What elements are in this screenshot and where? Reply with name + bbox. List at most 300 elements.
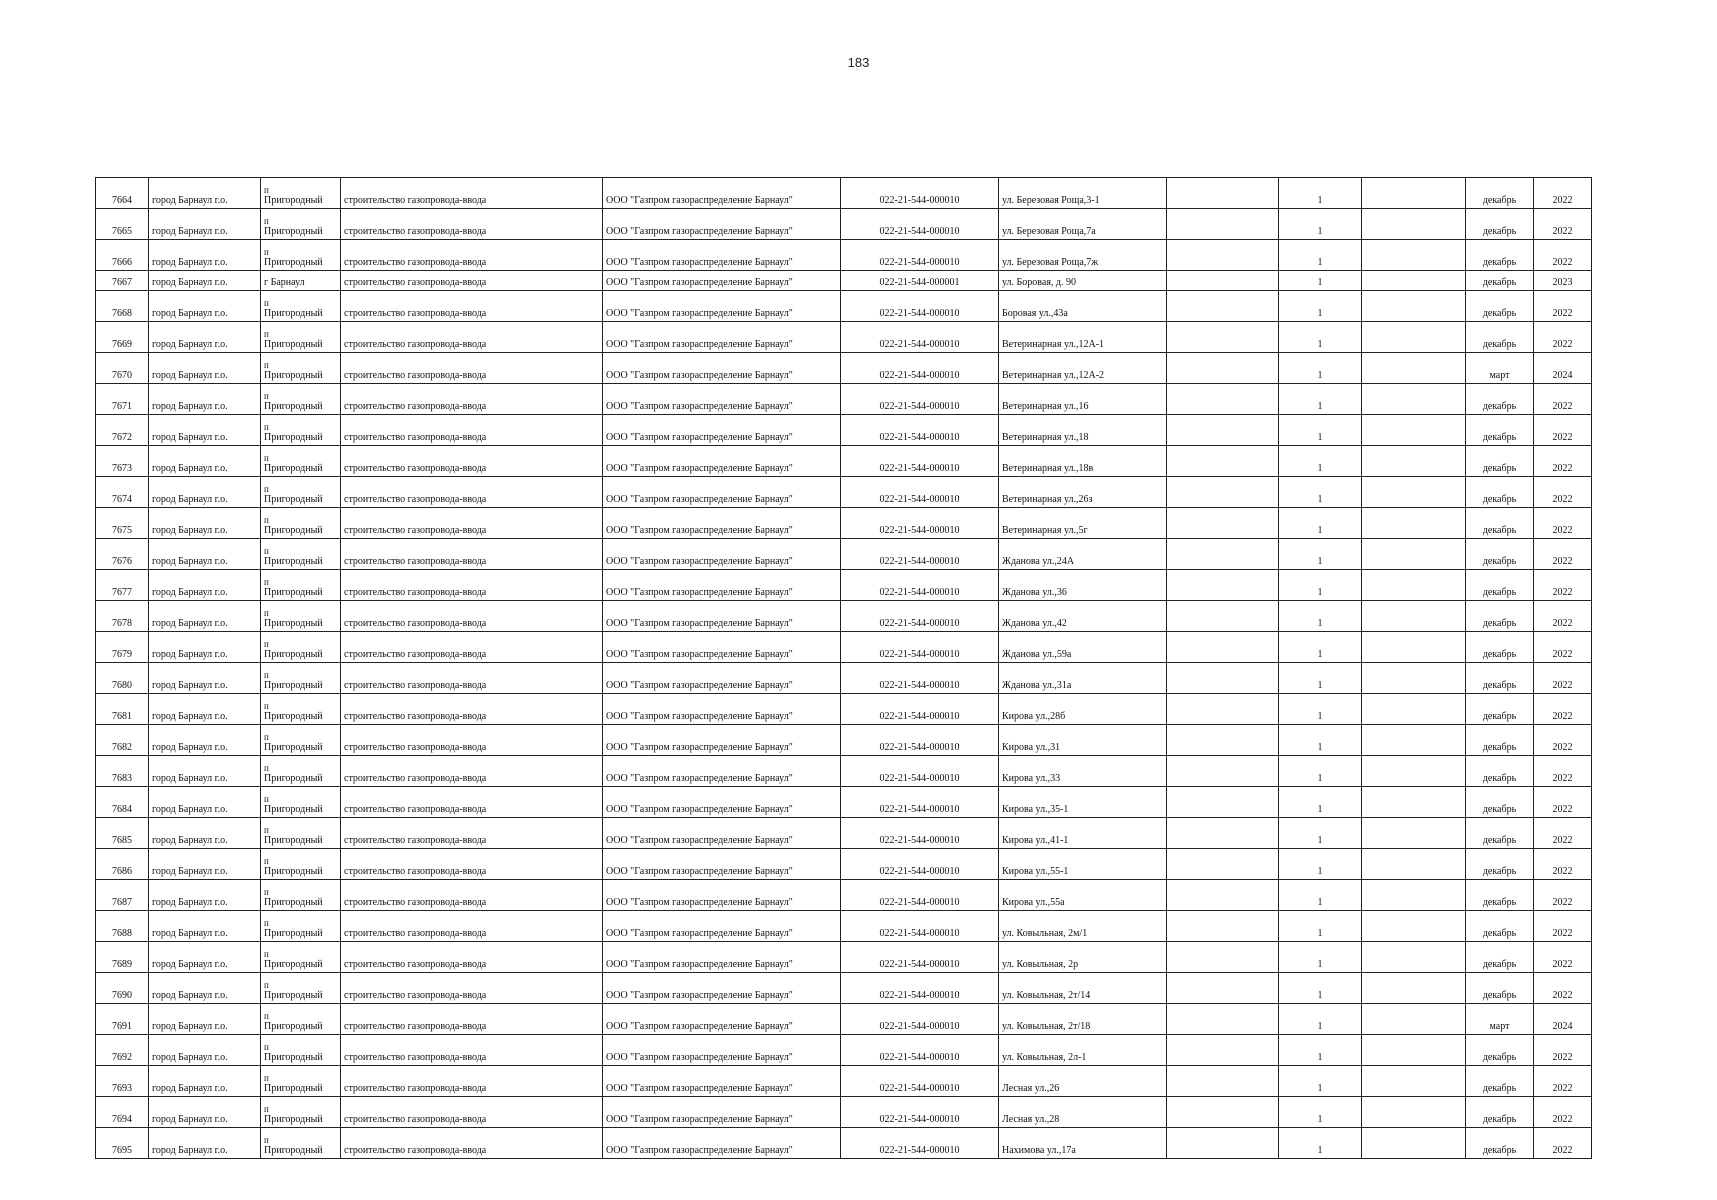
work-type-cell: строительство газопровода-ввода: [341, 911, 603, 942]
locality-cell: [261, 725, 341, 756]
table-row: [96, 508, 1592, 539]
year-cell: 2022: [1534, 240, 1592, 271]
organization-cell: ООО "Газпром газораспределение Барнаул": [603, 942, 841, 973]
blank-cell: [1362, 209, 1466, 240]
row-number: 7673: [96, 446, 149, 477]
blank-cell: [1362, 942, 1466, 973]
object-code-cell: 022-21-544-000010: [841, 756, 999, 787]
locality-cell: [261, 849, 341, 880]
blank-cell: [1167, 209, 1279, 240]
row-number: 7675: [96, 508, 149, 539]
quantity-cell: 1: [1279, 539, 1362, 570]
organization-cell: ООО "Газпром газораспределение Барнаул": [603, 446, 841, 477]
year-cell: 2022: [1534, 942, 1592, 973]
table-row: [96, 446, 1592, 477]
year-cell: 2022: [1534, 694, 1592, 725]
blank-cell: [1167, 911, 1279, 942]
organization-cell: ООО "Газпром газораспределение Барнаул": [603, 725, 841, 756]
municipality-cell: город Барнаул г.о.: [149, 415, 261, 446]
quantity-cell: 1: [1279, 632, 1362, 663]
blank-cell: [1362, 1097, 1466, 1128]
locality-prefix: п: [264, 1073, 269, 1083]
locality-cell: [261, 384, 341, 415]
table-row: [96, 756, 1592, 787]
table-row: [96, 973, 1592, 1004]
locality-prefix: п: [264, 185, 269, 195]
row-number: 7667: [96, 271, 149, 291]
locality-name: Пригородный: [264, 959, 323, 970]
blank-cell: [1362, 849, 1466, 880]
address-cell: Жданова ул.,24А: [999, 539, 1167, 570]
locality-cell: [261, 787, 341, 818]
blank-cell: [1167, 446, 1279, 477]
blank-cell: [1167, 384, 1279, 415]
work-type-cell: строительство газопровода-ввода: [341, 725, 603, 756]
month-cell: декабрь: [1466, 508, 1534, 539]
organization-cell: ООО "Газпром газораспределение Барнаул": [603, 880, 841, 911]
blank-cell: [1362, 818, 1466, 849]
organization-cell: ООО "Газпром газораспределение Барнаул": [603, 1128, 841, 1159]
municipality-cell: город Барнаул г.о.: [149, 539, 261, 570]
register-table: [95, 177, 1592, 1159]
month-cell: декабрь: [1466, 384, 1534, 415]
municipality-cell: город Барнаул г.о.: [149, 384, 261, 415]
work-type-cell: строительство газопровода-ввода: [341, 1066, 603, 1097]
quantity-cell: 1: [1279, 322, 1362, 353]
work-type-cell: строительство газопровода-ввода: [341, 1097, 603, 1128]
quantity-cell: 1: [1279, 1128, 1362, 1159]
table-row: [96, 787, 1592, 818]
locality-prefix: п: [264, 701, 269, 711]
blank-cell: [1167, 539, 1279, 570]
table-row: [96, 271, 1592, 291]
table-row: [96, 818, 1592, 849]
table-row: [96, 570, 1592, 601]
month-cell: декабрь: [1466, 756, 1534, 787]
object-code-cell: 022-21-544-000010: [841, 1128, 999, 1159]
year-cell: 2024: [1534, 1004, 1592, 1035]
municipality-cell: город Барнаул г.о.: [149, 818, 261, 849]
blank-cell: [1167, 1128, 1279, 1159]
row-number: 7664: [96, 178, 149, 209]
quantity-cell: 1: [1279, 353, 1362, 384]
row-number: 7681: [96, 694, 149, 725]
locality-name: Пригородный: [264, 339, 323, 350]
locality-name: Пригородный: [264, 1083, 323, 1094]
locality-prefix: п: [264, 422, 269, 432]
work-type-cell: строительство газопровода-ввода: [341, 508, 603, 539]
locality-prefix: п: [264, 980, 269, 990]
locality-name: Пригородный: [264, 494, 323, 505]
object-code-cell: 022-21-544-000010: [841, 911, 999, 942]
organization-cell: ООО "Газпром газораспределение Барнаул": [603, 1097, 841, 1128]
row-number: 7670: [96, 353, 149, 384]
locality-cell: [261, 632, 341, 663]
organization-cell: ООО "Газпром газораспределение Барнаул": [603, 663, 841, 694]
locality-name: Пригородный: [264, 680, 323, 691]
object-code-cell: 022-21-544-000010: [841, 446, 999, 477]
address-cell: Ветеринарная ул.,26з: [999, 477, 1167, 508]
locality-cell: [261, 818, 341, 849]
table-row: [96, 1097, 1592, 1128]
municipality-cell: город Барнаул г.о.: [149, 1066, 261, 1097]
address-cell: Жданова ул.,42: [999, 601, 1167, 632]
object-code-cell: 022-21-544-000010: [841, 787, 999, 818]
table-row: [96, 353, 1592, 384]
row-number: 7688: [96, 911, 149, 942]
organization-cell: ООО "Газпром газораспределение Барнаул": [603, 911, 841, 942]
month-cell: декабрь: [1466, 880, 1534, 911]
locality-name: Пригородный: [264, 742, 323, 753]
month-cell: декабрь: [1466, 1066, 1534, 1097]
object-code-cell: 022-21-544-000010: [841, 240, 999, 271]
quantity-cell: 1: [1279, 1004, 1362, 1035]
municipality-cell: город Барнаул г.о.: [149, 663, 261, 694]
locality-cell: [261, 539, 341, 570]
row-number: 7679: [96, 632, 149, 663]
object-code-cell: 022-21-544-000010: [841, 818, 999, 849]
object-code-cell: 022-21-544-000010: [841, 322, 999, 353]
table-row: [96, 632, 1592, 663]
work-type-cell: строительство газопровода-ввода: [341, 209, 603, 240]
work-type-cell: строительство газопровода-ввода: [341, 787, 603, 818]
work-type-cell: строительство газопровода-ввода: [341, 384, 603, 415]
blank-cell: [1362, 1066, 1466, 1097]
month-cell: декабрь: [1466, 291, 1534, 322]
municipality-cell: город Барнаул г.о.: [149, 1035, 261, 1066]
address-cell: ул. Ковыльная, 2т/18: [999, 1004, 1167, 1035]
quantity-cell: 1: [1279, 271, 1362, 291]
locality-cell: [261, 353, 341, 384]
locality-name: Пригородный: [264, 835, 323, 846]
locality-name: Пригородный: [264, 1021, 323, 1032]
blank-cell: [1362, 477, 1466, 508]
quantity-cell: 1: [1279, 415, 1362, 446]
quantity-cell: 1: [1279, 663, 1362, 694]
locality-cell: [261, 942, 341, 973]
locality-prefix: п: [264, 484, 269, 494]
locality-name: Пригородный: [264, 525, 323, 536]
locality-prefix: п: [264, 918, 269, 928]
locality-prefix: п: [264, 577, 269, 587]
object-code-cell: 022-21-544-000010: [841, 880, 999, 911]
locality-cell: [261, 291, 341, 322]
blank-cell: [1362, 787, 1466, 818]
municipality-cell: город Барнаул г.о.: [149, 694, 261, 725]
organization-cell: ООО "Газпром газораспределение Барнаул": [603, 415, 841, 446]
year-cell: 2022: [1534, 508, 1592, 539]
locality-prefix: п: [264, 247, 269, 257]
address-cell: Кирова ул.,41-1: [999, 818, 1167, 849]
organization-cell: ООО "Газпром газораспределение Барнаул": [603, 477, 841, 508]
locality-prefix: п: [264, 639, 269, 649]
year-cell: 2022: [1534, 209, 1592, 240]
work-type-cell: строительство газопровода-ввода: [341, 756, 603, 787]
locality-prefix: п: [264, 1135, 269, 1145]
object-code-cell: 022-21-544-000010: [841, 849, 999, 880]
table-row: [96, 725, 1592, 756]
locality-prefix: п: [264, 1104, 269, 1114]
blank-cell: [1362, 1035, 1466, 1066]
table-row: [96, 601, 1592, 632]
quantity-cell: 1: [1279, 178, 1362, 209]
locality-cell: [261, 756, 341, 787]
locality-name: Пригородный: [264, 370, 323, 381]
address-cell: Кирова ул.,35-1: [999, 787, 1167, 818]
municipality-cell: город Барнаул г.о.: [149, 911, 261, 942]
quantity-cell: 1: [1279, 240, 1362, 271]
blank-cell: [1362, 601, 1466, 632]
municipality-cell: город Барнаул г.о.: [149, 240, 261, 271]
page-number: 183: [847, 55, 870, 70]
locality-prefix: п: [264, 1042, 269, 1052]
locality-name: Пригородный: [264, 804, 323, 815]
quantity-cell: 1: [1279, 973, 1362, 1004]
municipality-cell: город Барнаул г.о.: [149, 178, 261, 209]
locality-name: Пригородный: [264, 649, 323, 660]
blank-cell: [1362, 756, 1466, 787]
month-cell: декабрь: [1466, 570, 1534, 601]
blank-cell: [1362, 271, 1466, 291]
year-cell: 2022: [1534, 1097, 1592, 1128]
work-type-cell: строительство газопровода-ввода: [341, 353, 603, 384]
row-number: 7684: [96, 787, 149, 818]
municipality-cell: город Барнаул г.о.: [149, 353, 261, 384]
address-cell: Кирова ул.,55-1: [999, 849, 1167, 880]
blank-cell: [1167, 725, 1279, 756]
month-cell: декабрь: [1466, 694, 1534, 725]
locality-prefix: п: [264, 887, 269, 897]
row-number: 7669: [96, 322, 149, 353]
table-row: [96, 911, 1592, 942]
address-cell: Ветеринарная ул.,18: [999, 415, 1167, 446]
row-number: 7674: [96, 477, 149, 508]
address-cell: Лесная ул.,28: [999, 1097, 1167, 1128]
locality-name: Пригородный: [264, 463, 323, 474]
work-type-cell: строительство газопровода-ввода: [341, 539, 603, 570]
address-cell: Ветеринарная ул.,5г: [999, 508, 1167, 539]
locality-cell: [261, 209, 341, 240]
quantity-cell: 1: [1279, 570, 1362, 601]
blank-cell: [1167, 570, 1279, 601]
table-row: [96, 1035, 1592, 1066]
blank-cell: [1167, 353, 1279, 384]
quantity-cell: 1: [1279, 880, 1362, 911]
municipality-cell: город Барнаул г.о.: [149, 973, 261, 1004]
month-cell: декабрь: [1466, 322, 1534, 353]
locality-cell: [261, 973, 341, 1004]
quantity-cell: 1: [1279, 477, 1362, 508]
organization-cell: ООО "Газпром газораспределение Барнаул": [603, 271, 841, 291]
locality-name: г Барнаул: [264, 277, 305, 288]
blank-cell: [1167, 415, 1279, 446]
locality-prefix: п: [264, 1011, 269, 1021]
quantity-cell: 1: [1279, 291, 1362, 322]
object-code-cell: 022-21-544-000010: [841, 663, 999, 694]
municipality-cell: город Барнаул г.о.: [149, 291, 261, 322]
municipality-cell: город Барнаул г.о.: [149, 508, 261, 539]
year-cell: 2022: [1534, 322, 1592, 353]
table-row: [96, 1066, 1592, 1097]
year-cell: 2022: [1534, 1128, 1592, 1159]
month-cell: декабрь: [1466, 911, 1534, 942]
year-cell: 2022: [1534, 1066, 1592, 1097]
object-code-cell: 022-21-544-000010: [841, 539, 999, 570]
blank-cell: [1362, 632, 1466, 663]
year-cell: 2022: [1534, 601, 1592, 632]
month-cell: декабрь: [1466, 725, 1534, 756]
organization-cell: ООО "Газпром газораспределение Барнаул": [603, 818, 841, 849]
address-cell: Жданова ул.,31а: [999, 663, 1167, 694]
work-type-cell: строительство газопровода-ввода: [341, 291, 603, 322]
locality-name: Пригородный: [264, 1145, 323, 1156]
object-code-cell: 022-21-544-000010: [841, 973, 999, 1004]
year-cell: 2022: [1534, 570, 1592, 601]
table-row: [96, 1128, 1592, 1159]
row-number: 7678: [96, 601, 149, 632]
organization-cell: ООО "Газпром газораспределение Барнаул": [603, 209, 841, 240]
organization-cell: ООО "Газпром газораспределение Барнаул": [603, 291, 841, 322]
object-code-cell: 022-21-544-000010: [841, 601, 999, 632]
quantity-cell: 1: [1279, 694, 1362, 725]
locality-cell: [261, 271, 341, 291]
organization-cell: ООО "Газпром газораспределение Барнаул": [603, 1066, 841, 1097]
object-code-cell: 022-21-544-000010: [841, 209, 999, 240]
blank-cell: [1362, 663, 1466, 694]
municipality-cell: город Барнаул г.о.: [149, 601, 261, 632]
blank-cell: [1167, 880, 1279, 911]
municipality-cell: город Барнаул г.о.: [149, 477, 261, 508]
month-cell: декабрь: [1466, 1097, 1534, 1128]
object-code-cell: 022-21-544-000010: [841, 353, 999, 384]
locality-prefix: п: [264, 670, 269, 680]
blank-cell: [1362, 973, 1466, 1004]
address-cell: Кирова ул.,55а: [999, 880, 1167, 911]
object-code-cell: 022-21-544-000001: [841, 271, 999, 291]
quantity-cell: 1: [1279, 209, 1362, 240]
blank-cell: [1362, 539, 1466, 570]
address-cell: Ветеринарная ул.,12А-2: [999, 353, 1167, 384]
object-code-cell: 022-21-544-000010: [841, 1066, 999, 1097]
table-row: [96, 663, 1592, 694]
table-row: [96, 209, 1592, 240]
municipality-cell: город Барнаул г.о.: [149, 570, 261, 601]
row-number: 7690: [96, 973, 149, 1004]
quantity-cell: 1: [1279, 384, 1362, 415]
work-type-cell: строительство газопровода-ввода: [341, 663, 603, 694]
blank-cell: [1167, 178, 1279, 209]
blank-cell: [1167, 973, 1279, 1004]
row-number: 7689: [96, 942, 149, 973]
blank-cell: [1362, 725, 1466, 756]
table-row: [96, 942, 1592, 973]
year-cell: 2022: [1534, 291, 1592, 322]
locality-prefix: п: [264, 391, 269, 401]
year-cell: 2022: [1534, 477, 1592, 508]
month-cell: декабрь: [1466, 632, 1534, 663]
blank-cell: [1167, 601, 1279, 632]
work-type-cell: строительство газопровода-ввода: [341, 271, 603, 291]
municipality-cell: город Барнаул г.о.: [149, 446, 261, 477]
row-number: 7687: [96, 880, 149, 911]
blank-cell: [1167, 694, 1279, 725]
quantity-cell: 1: [1279, 446, 1362, 477]
locality-cell: [261, 477, 341, 508]
locality-cell: [261, 911, 341, 942]
year-cell: 2022: [1534, 178, 1592, 209]
locality-name: Пригородный: [264, 897, 323, 908]
object-code-cell: 022-21-544-000010: [841, 725, 999, 756]
locality-cell: [261, 178, 341, 209]
blank-cell: [1362, 880, 1466, 911]
blank-cell: [1167, 477, 1279, 508]
quantity-cell: 1: [1279, 508, 1362, 539]
organization-cell: ООО "Газпром газораспределение Барнаул": [603, 756, 841, 787]
locality-prefix: п: [264, 298, 269, 308]
address-cell: ул. Ковыльная, 2т/14: [999, 973, 1167, 1004]
locality-prefix: п: [264, 515, 269, 525]
month-cell: декабрь: [1466, 818, 1534, 849]
work-type-cell: строительство газопровода-ввода: [341, 601, 603, 632]
locality-name: Пригородный: [264, 587, 323, 598]
object-code-cell: 022-21-544-000010: [841, 942, 999, 973]
work-type-cell: строительство газопровода-ввода: [341, 694, 603, 725]
row-number: 7692: [96, 1035, 149, 1066]
table-row: [96, 240, 1592, 271]
municipality-cell: город Барнаул г.о.: [149, 725, 261, 756]
year-cell: 2022: [1534, 384, 1592, 415]
blank-cell: [1362, 291, 1466, 322]
organization-cell: ООО "Газпром газораспределение Барнаул": [603, 849, 841, 880]
locality-cell: [261, 663, 341, 694]
blank-cell: [1167, 663, 1279, 694]
blank-cell: [1362, 353, 1466, 384]
locality-cell: [261, 1097, 341, 1128]
object-code-cell: 022-21-544-000010: [841, 632, 999, 663]
work-type-cell: строительство газопровода-ввода: [341, 477, 603, 508]
table-row: [96, 384, 1592, 415]
row-number: 7694: [96, 1097, 149, 1128]
municipality-cell: город Барнаул г.о.: [149, 209, 261, 240]
municipality-cell: город Барнаул г.о.: [149, 271, 261, 291]
blank-cell: [1167, 240, 1279, 271]
locality-cell: [261, 240, 341, 271]
blank-cell: [1362, 570, 1466, 601]
organization-cell: ООО "Газпром газораспределение Барнаул": [603, 787, 841, 818]
month-cell: декабрь: [1466, 601, 1534, 632]
month-cell: декабрь: [1466, 209, 1534, 240]
row-number: 7691: [96, 1004, 149, 1035]
work-type-cell: строительство газопровода-ввода: [341, 818, 603, 849]
address-cell: Ветеринарная ул.,16: [999, 384, 1167, 415]
quantity-cell: 1: [1279, 1066, 1362, 1097]
month-cell: декабрь: [1466, 973, 1534, 1004]
year-cell: 2022: [1534, 973, 1592, 1004]
locality-name: Пригородный: [264, 773, 323, 784]
year-cell: 2022: [1534, 787, 1592, 818]
organization-cell: ООО "Газпром газораспределение Барнаул": [603, 694, 841, 725]
organization-cell: ООО "Газпром газораспределение Барнаул": [603, 570, 841, 601]
quantity-cell: 1: [1279, 1097, 1362, 1128]
row-number: 7676: [96, 539, 149, 570]
locality-cell: [261, 322, 341, 353]
object-code-cell: 022-21-544-000010: [841, 384, 999, 415]
table-row: [96, 291, 1592, 322]
month-cell: декабрь: [1466, 663, 1534, 694]
work-type-cell: строительство газопровода-ввода: [341, 1035, 603, 1066]
row-number: 7686: [96, 849, 149, 880]
year-cell: 2022: [1534, 663, 1592, 694]
